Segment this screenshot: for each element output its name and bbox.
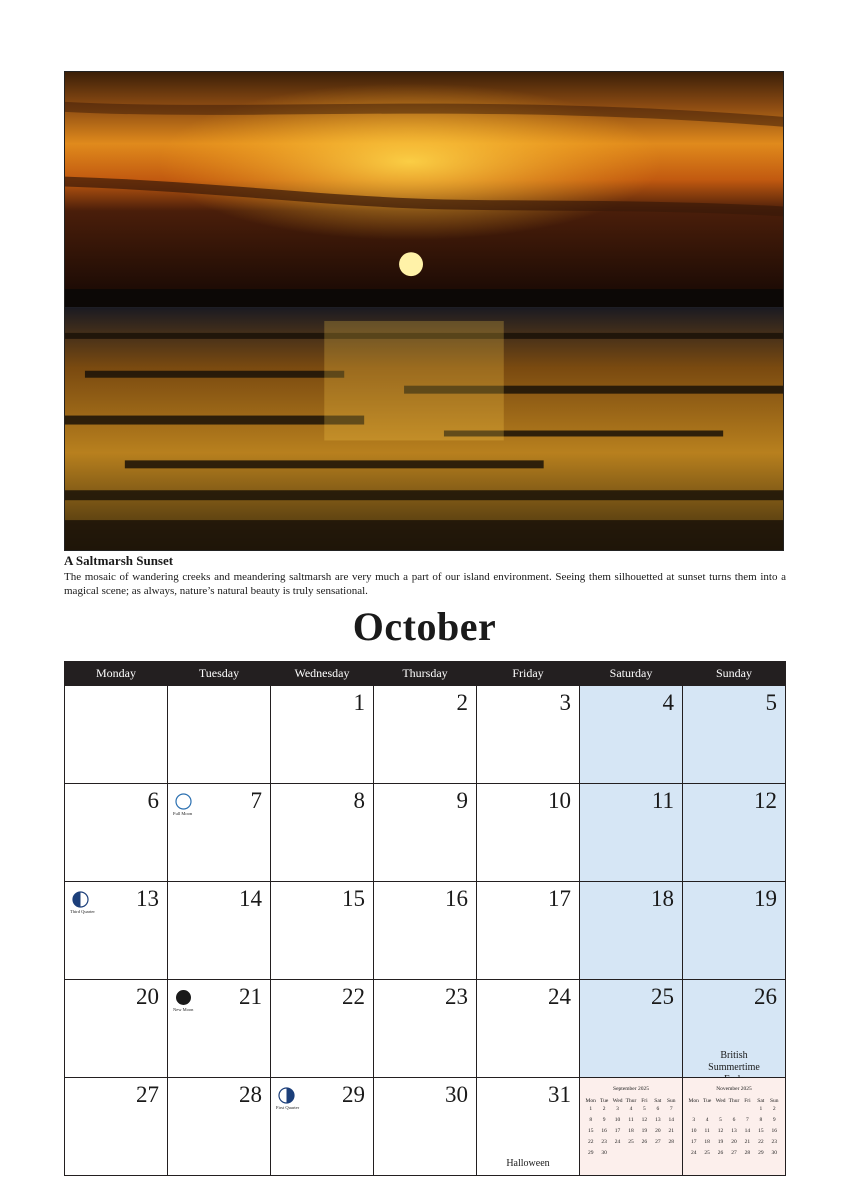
mini-day: 3: [692, 1117, 696, 1123]
mini-day: 10: [614, 1117, 621, 1123]
mini-day: 18: [704, 1139, 710, 1145]
mini-day: 26: [641, 1139, 648, 1145]
mini-day: [714, 1106, 727, 1117]
mini-day: 18: [628, 1128, 634, 1134]
mini-weekday: Thur: [728, 1097, 740, 1104]
moon-label: Full Moon: [173, 811, 193, 816]
mini-day: 1: [589, 1106, 593, 1112]
day-number: 21: [239, 984, 262, 1009]
day-cell: [168, 784, 271, 882]
day-cell: [477, 1078, 580, 1176]
mini-day: 27: [655, 1139, 661, 1145]
day-cell: [168, 980, 271, 1078]
mini-calendar-title: November 2025: [716, 1086, 752, 1092]
moon-label: New Moon: [173, 1007, 194, 1012]
mini-weekday: Sun: [769, 1097, 779, 1104]
day-number: 20: [136, 984, 159, 1009]
mini-weekday: Fri: [744, 1097, 751, 1104]
mini-day: 16: [601, 1128, 607, 1134]
mini-day: [687, 1106, 700, 1117]
day-cell: [271, 980, 374, 1078]
mini-day: 12: [641, 1117, 648, 1123]
sunset-photo: [64, 71, 784, 551]
mini-day: 20: [655, 1128, 661, 1134]
day-number: 19: [754, 886, 777, 911]
mini-day: 15: [587, 1128, 594, 1134]
day-number: 3: [559, 690, 571, 715]
mini-weekday: Sat: [654, 1097, 662, 1104]
day-number: 25: [651, 984, 674, 1009]
caption-title: A Saltmarsh Sunset: [64, 553, 174, 568]
weekday-header: Friday: [477, 662, 580, 686]
day-number: 1: [353, 690, 365, 715]
day-number: 28: [239, 1082, 262, 1107]
day-cell: [65, 980, 168, 1078]
day-number: 5: [765, 690, 777, 715]
mini-day: 16: [771, 1128, 778, 1134]
day-number: 24: [548, 984, 571, 1009]
day-cell: [271, 784, 374, 882]
mini-day: 26: [717, 1150, 724, 1156]
weekday-header: Wednesday: [271, 662, 374, 686]
day-number: 27: [136, 1082, 159, 1107]
mini-calendar-next-cell: [683, 1078, 786, 1176]
mini-day: 8: [759, 1117, 763, 1123]
mini-day: 19: [641, 1128, 648, 1134]
mini-day: [638, 1150, 651, 1161]
day-cell: [271, 686, 374, 784]
day-cell: [65, 784, 168, 882]
mini-day: 4: [629, 1106, 633, 1112]
weekday-header: Sunday: [683, 662, 786, 686]
day-number: 29: [342, 1082, 365, 1107]
day-number: 31: [548, 1082, 571, 1107]
mini-day: 12: [717, 1128, 724, 1134]
day-cell: [271, 1078, 374, 1176]
day-cell-empty: [168, 686, 271, 784]
mini-weekday: Sun: [666, 1097, 676, 1104]
day-cell-weekend: [683, 882, 786, 980]
mini-calendar-next: [687, 1086, 781, 1161]
day-cell: [477, 980, 580, 1078]
moon-label: First Quarter: [276, 1105, 300, 1110]
day-number: 18: [651, 886, 674, 911]
mini-day: 13: [731, 1128, 737, 1134]
event-label: British Summertime: [708, 1050, 760, 1073]
mini-weekday: Fri: [641, 1097, 648, 1104]
moon-label: Third Quarter: [70, 909, 95, 914]
day-number: 2: [456, 690, 468, 715]
day-number: 13: [136, 886, 159, 911]
mini-day: 25: [628, 1139, 634, 1145]
day-cell-weekend: [580, 980, 683, 1078]
month-title: October: [352, 604, 497, 649]
mini-day: 29: [587, 1150, 594, 1156]
day-number: 26: [754, 984, 777, 1009]
mini-day: [700, 1106, 713, 1117]
third-quarter-moon-icon: [72, 891, 89, 908]
mini-day: 8: [589, 1117, 593, 1123]
moon-phase: [173, 989, 193, 1012]
day-cell-weekend: [683, 784, 786, 882]
mini-calendar-table: [584, 1095, 678, 1161]
event-label: Halloween: [506, 1158, 550, 1169]
day-cell: [65, 1078, 168, 1176]
day-number: 7: [250, 788, 262, 813]
mini-day: 13: [655, 1117, 661, 1123]
weekday-header: Monday: [65, 662, 168, 686]
mini-day: 7: [746, 1117, 749, 1123]
mini-day: 7: [669, 1106, 673, 1112]
mini-day: 22: [758, 1139, 764, 1145]
day-number: 17: [548, 886, 571, 911]
mini-day: 14: [668, 1117, 675, 1123]
mini-calendar-title: September 2025: [613, 1086, 649, 1092]
weekday-header: Tuesday: [168, 662, 271, 686]
moon-phase: [173, 793, 193, 816]
mini-day: 28: [744, 1150, 751, 1156]
moon-phase: [70, 891, 95, 914]
mini-weekday: Wed: [715, 1097, 726, 1104]
mini-day: 15: [758, 1128, 764, 1134]
day-cell: [477, 784, 580, 882]
day-cell: [374, 882, 477, 980]
mini-day: 24: [690, 1150, 697, 1156]
mini-day: [611, 1150, 624, 1161]
day-number: 22: [342, 984, 365, 1009]
full-moon-icon: [175, 793, 192, 810]
day-cell-weekend: [580, 882, 683, 980]
mini-weekday: Wed: [612, 1097, 623, 1104]
day-cell: [374, 784, 477, 882]
day-number: 8: [353, 788, 365, 813]
mini-day: 11: [704, 1128, 710, 1134]
day-number: 16: [445, 886, 468, 911]
mini-day: 21: [668, 1128, 675, 1134]
mini-day: 20: [731, 1139, 737, 1145]
calendar-grid: [64, 661, 786, 1176]
mini-day: 10: [690, 1128, 697, 1134]
mini-weekday: Tue: [702, 1097, 712, 1104]
mini-day: 21: [744, 1139, 751, 1145]
mini-weekday: Tue: [599, 1097, 609, 1104]
day-number: 14: [239, 886, 262, 911]
day-cell: [374, 686, 477, 784]
mini-day: [665, 1150, 678, 1161]
day-number: 10: [548, 788, 571, 813]
mini-day: 30: [601, 1150, 607, 1156]
mini-calendar-prev: [584, 1086, 678, 1161]
mini-weekday: Thur: [625, 1097, 637, 1104]
mini-day: 2: [602, 1106, 606, 1112]
mini-day: 4: [705, 1117, 709, 1123]
mini-day: 5: [719, 1117, 722, 1123]
first-quarter-moon-icon: [278, 1087, 295, 1104]
day-cell-weekend: [580, 686, 683, 784]
sunset-photo-graphic: [65, 72, 783, 550]
mini-day: 19: [717, 1139, 724, 1145]
day-number: 23: [445, 984, 468, 1009]
mini-day: 1: [759, 1106, 763, 1112]
day-number: 4: [662, 690, 674, 715]
day-cell: [477, 882, 580, 980]
mini-weekday: Mon: [585, 1097, 596, 1104]
weekday-header: Thursday: [374, 662, 477, 686]
day-cell-weekend: [580, 784, 683, 882]
mini-day: 6: [732, 1117, 736, 1123]
day-number: 12: [754, 788, 777, 813]
mini-day: 28: [668, 1139, 675, 1145]
mini-day: 29: [758, 1150, 764, 1156]
mini-day: [651, 1150, 664, 1161]
mini-day: 9: [602, 1117, 606, 1123]
day-number: 9: [456, 788, 468, 813]
mini-day: 25: [704, 1150, 710, 1156]
day-number: 6: [147, 788, 159, 813]
weekday-header: Saturday: [580, 662, 683, 686]
mini-calendar-table: [687, 1095, 781, 1161]
mini-day: [741, 1106, 754, 1117]
mini-day: 14: [744, 1128, 751, 1134]
mini-weekday: Mon: [688, 1097, 699, 1104]
day-cell: [65, 882, 168, 980]
mini-day: 17: [690, 1139, 697, 1145]
mini-day: [624, 1150, 637, 1161]
day-cell: [374, 980, 477, 1078]
day-cell: [168, 1078, 271, 1176]
day-cell-weekend: [683, 686, 786, 784]
day-cell: [271, 882, 374, 980]
new-moon-icon: [175, 989, 192, 1006]
day-cell-empty: [65, 686, 168, 784]
mini-day: 22: [587, 1139, 594, 1145]
mini-calendar-prev-cell: [580, 1078, 683, 1176]
mini-day: 3: [616, 1106, 619, 1112]
mini-day: 23: [771, 1139, 778, 1145]
mini-day: 23: [601, 1139, 607, 1145]
mini-weekday: Sat: [757, 1097, 765, 1104]
mini-day: 2: [772, 1106, 776, 1112]
mini-day: 17: [614, 1128, 621, 1134]
mini-day: [727, 1106, 740, 1117]
caption-text: The mosaic of wandering creeks and meandering saltmarsh are very much a part of our island environment. Seeing them silhouetted at sunset turns them into a magical scene; as always, nature’s natural beauty is truly sensational.: [64, 571, 786, 597]
day-number: 11: [651, 788, 674, 813]
mini-day: 11: [628, 1117, 634, 1123]
mini-day: 5: [643, 1106, 646, 1112]
mini-day: 27: [731, 1150, 737, 1156]
mini-day: 30: [771, 1150, 778, 1156]
day-number: 15: [342, 886, 365, 911]
day-cell: [477, 686, 580, 784]
mini-day: 6: [656, 1106, 660, 1112]
day-cell: [168, 882, 271, 980]
moon-phase: [276, 1087, 300, 1110]
mini-day: 9: [772, 1117, 776, 1123]
day-cell: [374, 1078, 477, 1176]
day-number: 30: [445, 1082, 468, 1107]
mini-day: 24: [614, 1139, 621, 1145]
day-cell-weekend: [683, 980, 786, 1078]
